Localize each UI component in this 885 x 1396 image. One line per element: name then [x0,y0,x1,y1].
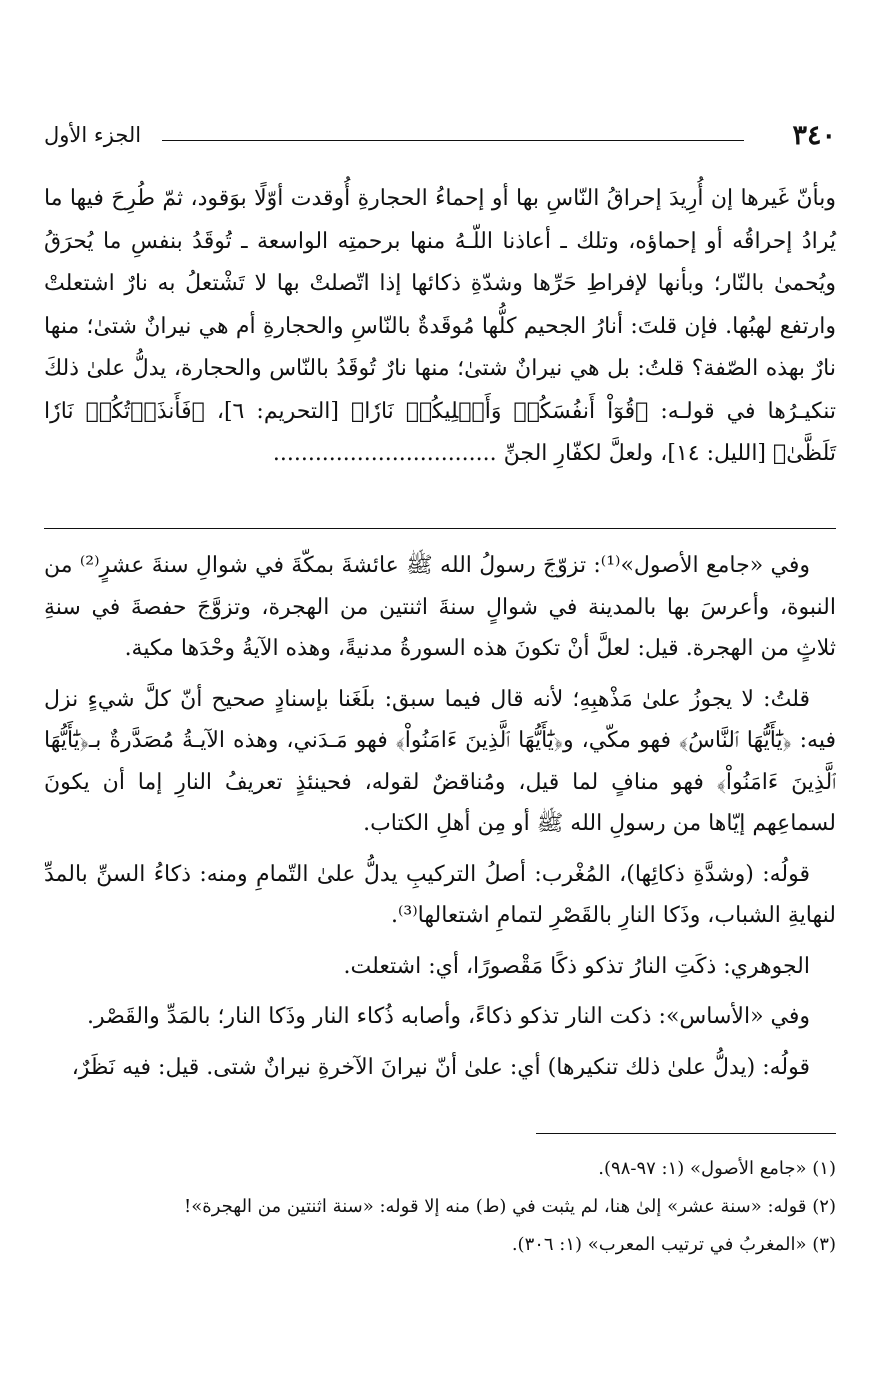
upper-text-block [44,178,836,476]
footnote-rule [536,1133,836,1134]
commentary-block [44,545,836,1097]
trailing-dots: ................................ [272,441,497,466]
commentary-paragraph-3: قولُه: (وشدَّةِ ذكائِها)، المُغْرب: أصلُ التركيبِ يدلُّ علىٰ التّمامِ ومنه: ذكاءُ السنِّ بالمدِّ لنهايةِ الشباب، وذَكا النارِ بالقَصْرِ لتمامِ اشتعالها⁽³⁾. [44,861,836,928]
footnote-1: (١) «جامع الأصول» (١: ٩٧-٩٨). [598,1158,836,1179]
page-header [44,118,836,160]
section-divider [44,528,836,529]
upper-paragraph: وبأنّ غَيرها إن أُرِيدَ إحراقُ النّاسِ بها أو إحماءُ الحجارةِ أُوقدت أوّلًا بوَقود، ثمّ طُرِحَ فيها ما يُرادُ إحراقُه أو إحماؤه، وتلك ـ أعاذنا اللّـهُ منها برحمتِه الواسعة ـ تُوقَدُ بنفسِ ما يُحرَقُ ويُحمىٰ بالنّار؛ وبأنها لإفراطِ حَرِّها وشدّةِ ذكائها إذا اتّصلتْ بها لا تَشْتعلُ به نارٌ اشتعلتْ وارتفع لهبُها. فإن قلتَ: أنارُ الجحيم كلُّها مُوقَدةٌ بالنّاسِ والحجارةِ أم هي نيرانٌ شتىٰ؛ منها نارٌ بهذه الصّفة؟ قلتُ: بل هي نيرانٌ شتىٰ؛ منها نارٌ تُوقَدُ بالنّاس والحجارة، يدلُّ علىٰ ذلكَ تنكيـرُها في قولـه: ﴿قُوٓاْ أَنفُسَكُمۡ وَأَهۡلِيكُمۡ نَارٗا﴾ [التحريم: ٦]، ﴿فَأَنذَرۡتُكُمۡ نَارٗا تَلَظَّىٰ﴾ [الليل: ١٤]، ولعلَّ لكفّارِ الجنِّ [44,186,836,466]
footnote-2: (٢) قوله: «سنة عشر» إلىٰ هنا، لم يثبت في (ط) منه إلا قوله: «سنة اثنتين من الهجرة»! [184,1196,836,1217]
page-number: ٣٤٠ [792,120,836,151]
footnote-3: (٣) «المغربُ في ترتيب المعرب» (١: ٣٠٦). [511,1234,836,1255]
volume-title: الجزء الأول [44,123,142,147]
commentary-paragraph-5: وفي «الأساس»: ذكت النار تذكو ذكاءً، وأصابه ذُكاء النار وذَكا النار؛ بالمَدِّ والقَصْر. [86,1004,810,1029]
commentary-paragraph-4: الجوهري: ذكَتِ النارُ تذكو ذكًا مَقْصورًا، أي: اشتعلت. [343,953,810,979]
header-rule [162,140,744,141]
footnotes [44,1150,836,1264]
commentary-paragraph-6: قولُه: (يدلُّ علىٰ ذلك تنكيرها) أي: علىٰ أنّ نيرانَ الآخرةِ نيرانٌ شتى. قيل: فيه نَظَرٌ، [71,1054,810,1080]
commentary-paragraph-1: وفي «جامع الأصول»⁽¹⁾: تزوّجَ رسولُ الله ﷺ عائشةَ بمكّةَ في شوالِ سنةَ عشرٍ⁽²⁾ من النبوة، وأعرسَ بها بالمدينة في شوالٍ سنةَ اثنتين من الهجرة، وتزوَّجَ حفصةَ في سنةِ ثلاثٍ من الهجرة. قيل: لعلَّ أنْ تكونَ هذه السورةُ مدنيةً، وهذه الآيةُ وحْدَها مكية. [44,553,836,661]
commentary-paragraph-2: قلتُ: لا يجوزُ علىٰ مَذْهبِهِ؛ لأنه قال فيما سبق: بلَغَنا بإسنادٍ صحيح أنّ كلَّ شيءٍ نزل فيه: ﴿يَٰٓأَيُّهَا ٱلنَّاسُ﴾ فهو مكّي، و﴿يَٰٓأَيُّهَا ٱلَّذِينَ ءَامَنُواْ﴾ فهو مَـدَني، وهذه الآيـةُ مُصَدَّرةٌ بـ﴿يَٰٓأَيُّهَا ٱلَّذِينَ ءَامَنُواْ﴾ فهو منافٍ لما قيل، ومُناقضٌ لقوله، فحينئذٍ تعريفُ النارِ إما أن يكونَ لسماعِهم إيّاها من رسولِ الله ﷺ أو مِن أهلِ الكتاب. [44,686,836,836]
